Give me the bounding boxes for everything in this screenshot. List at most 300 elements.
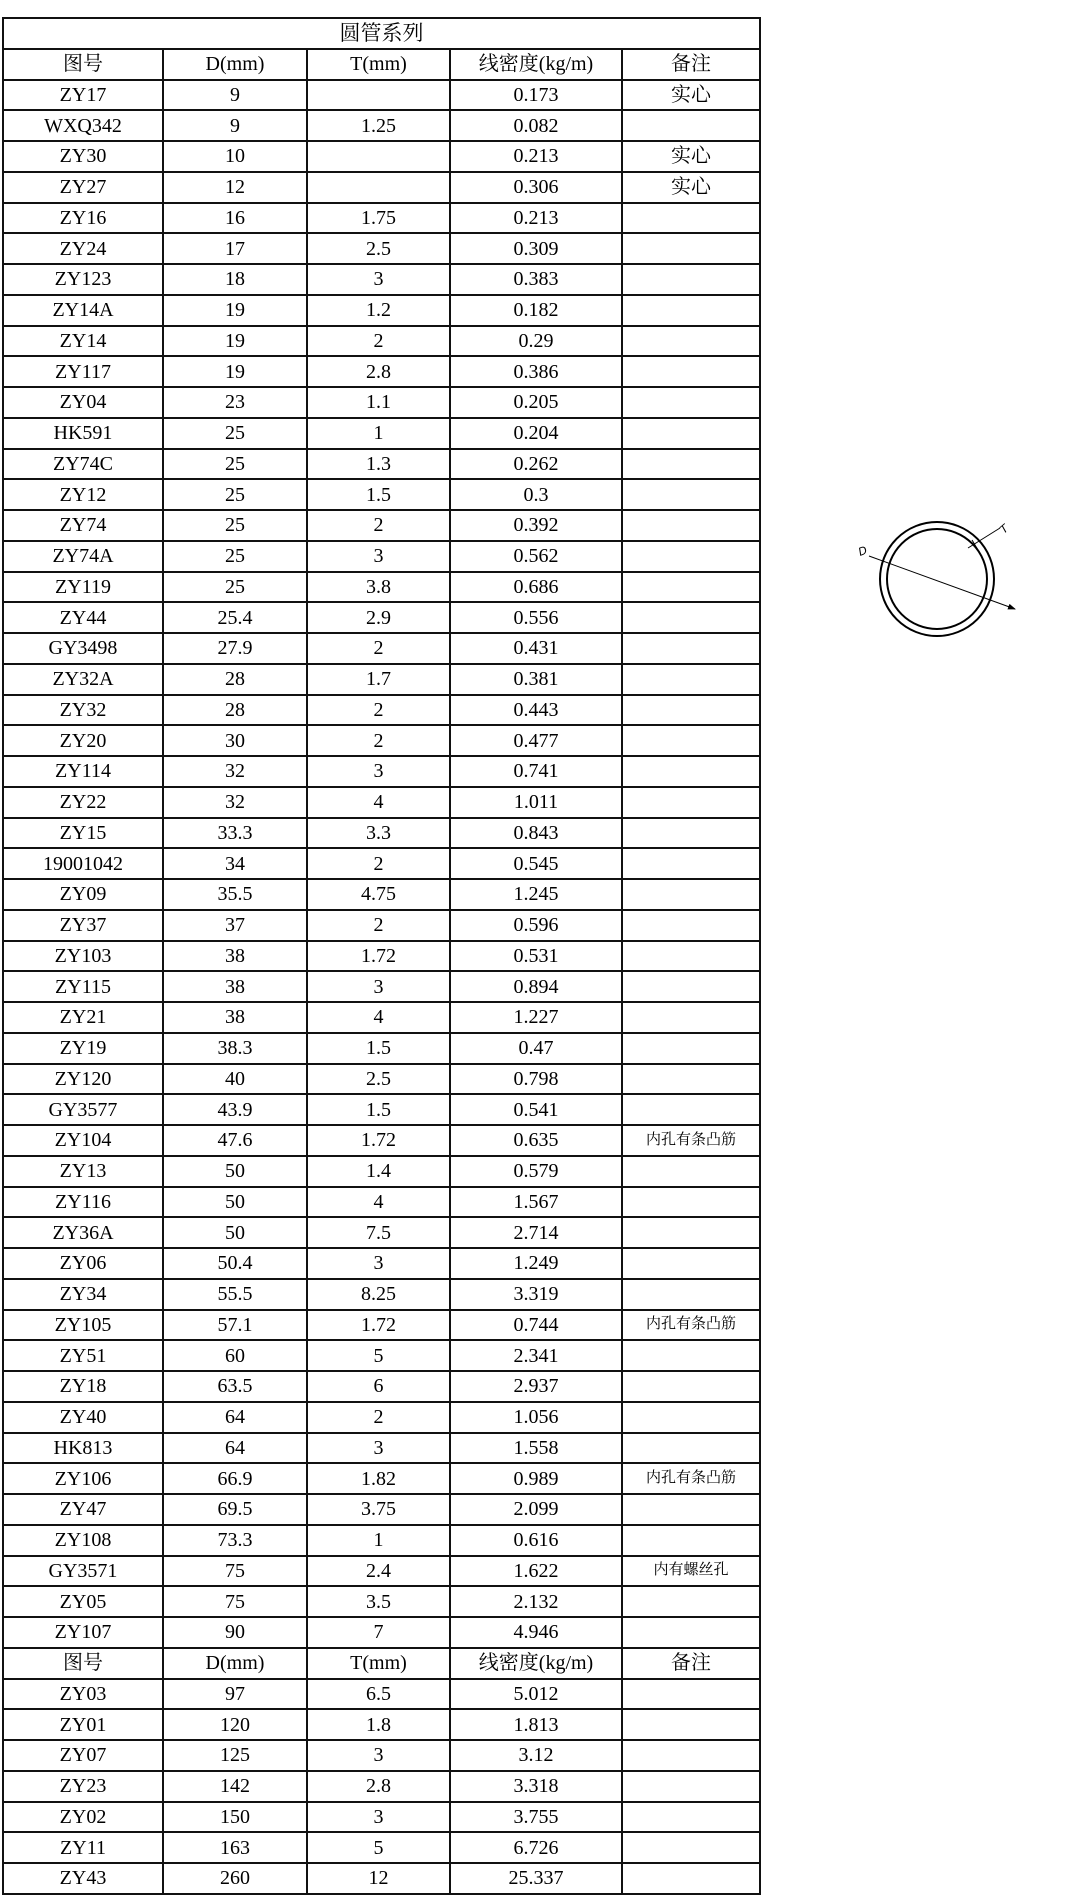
cell-thickness: 1.72 bbox=[307, 1125, 450, 1156]
column-header-linear-density: 线密度(kg/m) bbox=[450, 1648, 622, 1679]
cell-thickness: 3.3 bbox=[307, 818, 450, 849]
cell-diameter: 66.9 bbox=[163, 1463, 307, 1494]
cell-linear-density: 0.213 bbox=[450, 141, 622, 172]
cell-thickness: 3 bbox=[307, 1740, 450, 1771]
cell-linear-density: 0.386 bbox=[450, 356, 622, 387]
cell-linear-density: 1.056 bbox=[450, 1402, 622, 1433]
cell-drawing-no: ZY24 bbox=[3, 233, 163, 264]
cell-drawing-no: ZY119 bbox=[3, 572, 163, 603]
cell-remark bbox=[622, 725, 760, 756]
cell-remark bbox=[622, 1402, 760, 1433]
cell-linear-density: 0.989 bbox=[450, 1463, 622, 1494]
cell-remark bbox=[622, 787, 760, 818]
cell-drawing-no: ZY01 bbox=[3, 1709, 163, 1740]
table-row bbox=[3, 695, 760, 726]
cell-thickness: 3.75 bbox=[307, 1494, 450, 1525]
table-row bbox=[3, 1433, 760, 1464]
cell-linear-density: 2.341 bbox=[450, 1340, 622, 1371]
table-row bbox=[3, 1187, 760, 1218]
table-row bbox=[3, 1586, 760, 1617]
cell-remark bbox=[622, 971, 760, 1002]
cell-remark bbox=[622, 264, 760, 295]
cell-diameter: 17 bbox=[163, 233, 307, 264]
table-row bbox=[3, 479, 760, 510]
cell-remark bbox=[622, 879, 760, 910]
cell-drawing-no: ZY115 bbox=[3, 971, 163, 1002]
cell-thickness: 2.4 bbox=[307, 1556, 450, 1587]
cell-linear-density: 0.381 bbox=[450, 664, 622, 695]
cell-linear-density: 0.3 bbox=[450, 479, 622, 510]
cell-linear-density: 3.318 bbox=[450, 1771, 622, 1802]
cell-remark bbox=[622, 1740, 760, 1771]
cell-thickness: 8.25 bbox=[307, 1279, 450, 1310]
column-header-diameter: D(mm) bbox=[163, 1648, 307, 1679]
cell-diameter: 16 bbox=[163, 203, 307, 234]
table-row bbox=[3, 541, 760, 572]
cell-thickness: 2 bbox=[307, 1402, 450, 1433]
cell-thickness: 1.2 bbox=[307, 295, 450, 326]
cell-drawing-no: ZY120 bbox=[3, 1064, 163, 1095]
cell-linear-density: 1.558 bbox=[450, 1433, 622, 1464]
table-body bbox=[3, 18, 760, 1894]
header-row bbox=[3, 49, 760, 80]
cell-drawing-no: ZY23 bbox=[3, 1771, 163, 1802]
cell-thickness: 1.4 bbox=[307, 1156, 450, 1187]
cell-diameter: 25.4 bbox=[163, 602, 307, 633]
cell-diameter: 38 bbox=[163, 1002, 307, 1033]
diameter-label: D bbox=[856, 543, 869, 559]
cell-drawing-no: ZY107 bbox=[3, 1617, 163, 1648]
cell-diameter: 25 bbox=[163, 449, 307, 480]
cell-thickness: 2 bbox=[307, 910, 450, 941]
cell-drawing-no: ZY34 bbox=[3, 1279, 163, 1310]
table-row bbox=[3, 356, 760, 387]
header-row bbox=[3, 1648, 760, 1679]
cell-linear-density: 0.596 bbox=[450, 910, 622, 941]
cell-thickness: 3 bbox=[307, 1248, 450, 1279]
table-row bbox=[3, 1832, 760, 1863]
cell-linear-density: 0.306 bbox=[450, 172, 622, 203]
cell-linear-density: 3.12 bbox=[450, 1740, 622, 1771]
cell-thickness: 2 bbox=[307, 725, 450, 756]
cell-remark bbox=[622, 818, 760, 849]
cell-remark bbox=[622, 910, 760, 941]
cell-drawing-no: ZY14A bbox=[3, 295, 163, 326]
cell-diameter: 69.5 bbox=[163, 1494, 307, 1525]
column-header-drawing-no: 图号 bbox=[3, 1648, 163, 1679]
table-row bbox=[3, 1709, 760, 1740]
table-row bbox=[3, 1863, 760, 1894]
cell-linear-density: 0.616 bbox=[450, 1525, 622, 1556]
cell-thickness: 1 bbox=[307, 418, 450, 449]
cell-diameter: 120 bbox=[163, 1709, 307, 1740]
cell-remark bbox=[622, 1679, 760, 1710]
cell-linear-density: 0.798 bbox=[450, 1064, 622, 1095]
cell-remark bbox=[622, 1217, 760, 1248]
cell-thickness: 1.25 bbox=[307, 110, 450, 141]
cell-remark: 内孔有条凸筋 bbox=[622, 1463, 760, 1494]
cell-thickness: 2.8 bbox=[307, 356, 450, 387]
cell-linear-density: 0.545 bbox=[450, 848, 622, 879]
cell-thickness: 3 bbox=[307, 541, 450, 572]
cell-linear-density: 4.946 bbox=[450, 1617, 622, 1648]
table-row bbox=[3, 1802, 760, 1833]
cell-remark bbox=[622, 1033, 760, 1064]
cell-remark bbox=[622, 1002, 760, 1033]
table-row bbox=[3, 1064, 760, 1095]
cell-diameter: 19 bbox=[163, 295, 307, 326]
round-tube-cross-section-diagram bbox=[850, 500, 1030, 660]
cell-thickness: 1.5 bbox=[307, 479, 450, 510]
cell-drawing-no: ZY117 bbox=[3, 356, 163, 387]
cell-diameter: 64 bbox=[163, 1433, 307, 1464]
cell-diameter: 23 bbox=[163, 387, 307, 418]
table-row bbox=[3, 818, 760, 849]
table-row bbox=[3, 233, 760, 264]
cell-linear-density: 0.635 bbox=[450, 1125, 622, 1156]
cell-linear-density: 25.337 bbox=[450, 1863, 622, 1894]
cell-diameter: 25 bbox=[163, 418, 307, 449]
table-row bbox=[3, 756, 760, 787]
cell-remark bbox=[622, 1433, 760, 1464]
cell-diameter: 38.3 bbox=[163, 1033, 307, 1064]
cell-drawing-no: ZY05 bbox=[3, 1586, 163, 1617]
cell-drawing-no: ZY18 bbox=[3, 1371, 163, 1402]
cell-drawing-no: ZY06 bbox=[3, 1248, 163, 1279]
cell-linear-density: 0.173 bbox=[450, 80, 622, 111]
cell-thickness: 2 bbox=[307, 695, 450, 726]
cell-linear-density: 0.843 bbox=[450, 818, 622, 849]
cell-diameter: 38 bbox=[163, 971, 307, 1002]
table-row bbox=[3, 1340, 760, 1371]
cell-thickness: 1.7 bbox=[307, 664, 450, 695]
cell-linear-density: 1.622 bbox=[450, 1556, 622, 1587]
cell-remark bbox=[622, 110, 760, 141]
cell-diameter: 142 bbox=[163, 1771, 307, 1802]
tube-inner-circle bbox=[887, 529, 987, 629]
table-row bbox=[3, 971, 760, 1002]
cell-thickness: 1.75 bbox=[307, 203, 450, 234]
cell-drawing-no: ZY19 bbox=[3, 1033, 163, 1064]
cell-remark bbox=[622, 541, 760, 572]
cell-diameter: 19 bbox=[163, 356, 307, 387]
cell-thickness: 3 bbox=[307, 1433, 450, 1464]
cell-diameter: 64 bbox=[163, 1402, 307, 1433]
cell-diameter: 27.9 bbox=[163, 633, 307, 664]
cell-diameter: 50.4 bbox=[163, 1248, 307, 1279]
cell-diameter: 90 bbox=[163, 1617, 307, 1648]
cell-thickness: 2.5 bbox=[307, 233, 450, 264]
cell-linear-density: 1.227 bbox=[450, 1002, 622, 1033]
cell-linear-density: 1.567 bbox=[450, 1187, 622, 1218]
cell-diameter: 25 bbox=[163, 479, 307, 510]
cell-diameter: 125 bbox=[163, 1740, 307, 1771]
cell-remark: 实心 bbox=[622, 141, 760, 172]
cell-diameter: 9 bbox=[163, 80, 307, 111]
cell-thickness: 3 bbox=[307, 1802, 450, 1833]
thickness-dimension-line bbox=[968, 528, 1000, 548]
table-row bbox=[3, 1217, 760, 1248]
cell-linear-density: 0.556 bbox=[450, 602, 622, 633]
cell-thickness: 2.5 bbox=[307, 1064, 450, 1095]
cell-thickness: 4 bbox=[307, 787, 450, 818]
cell-remark bbox=[622, 1156, 760, 1187]
cell-remark bbox=[622, 1279, 760, 1310]
cell-drawing-no: ZY74 bbox=[3, 510, 163, 541]
cell-thickness: 12 bbox=[307, 1863, 450, 1894]
cell-remark bbox=[622, 1832, 760, 1863]
table-row bbox=[3, 1494, 760, 1525]
cell-linear-density: 1.011 bbox=[450, 787, 622, 818]
cell-linear-density: 6.726 bbox=[450, 1832, 622, 1863]
cell-linear-density: 1.249 bbox=[450, 1248, 622, 1279]
cell-drawing-no: ZY30 bbox=[3, 141, 163, 172]
column-header-drawing-no: 图号 bbox=[3, 49, 163, 80]
table-row bbox=[3, 910, 760, 941]
cell-thickness: 3 bbox=[307, 971, 450, 1002]
cell-diameter: 30 bbox=[163, 725, 307, 756]
cell-drawing-no: HK591 bbox=[3, 418, 163, 449]
cell-remark bbox=[622, 1494, 760, 1525]
cell-linear-density: 3.319 bbox=[450, 1279, 622, 1310]
cell-thickness: 7.5 bbox=[307, 1217, 450, 1248]
cell-drawing-no: HK813 bbox=[3, 1433, 163, 1464]
cell-drawing-no: ZY40 bbox=[3, 1402, 163, 1433]
cell-diameter: 34 bbox=[163, 848, 307, 879]
cell-linear-density: 2.132 bbox=[450, 1586, 622, 1617]
table-row bbox=[3, 264, 760, 295]
cell-thickness: 3 bbox=[307, 264, 450, 295]
cell-drawing-no: ZY13 bbox=[3, 1156, 163, 1187]
tube-outer-circle bbox=[880, 522, 994, 636]
cell-remark bbox=[622, 479, 760, 510]
cell-diameter: 75 bbox=[163, 1586, 307, 1617]
cell-thickness: 2 bbox=[307, 848, 450, 879]
cell-thickness: 1 bbox=[307, 1525, 450, 1556]
cell-remark bbox=[622, 664, 760, 695]
cell-remark bbox=[622, 1863, 760, 1894]
cell-drawing-no: ZY12 bbox=[3, 479, 163, 510]
cell-thickness: 1.3 bbox=[307, 449, 450, 480]
table-row bbox=[3, 879, 760, 910]
cell-thickness: 2.9 bbox=[307, 602, 450, 633]
cell-remark bbox=[622, 233, 760, 264]
cell-remark bbox=[622, 449, 760, 480]
cell-diameter: 35.5 bbox=[163, 879, 307, 910]
cell-diameter: 57.1 bbox=[163, 1310, 307, 1341]
cell-drawing-no: ZY03 bbox=[3, 1679, 163, 1710]
cell-thickness: 1.72 bbox=[307, 941, 450, 972]
cell-remark bbox=[622, 418, 760, 449]
cell-linear-density: 0.213 bbox=[450, 203, 622, 234]
cell-thickness: 7 bbox=[307, 1617, 450, 1648]
cell-diameter: 18 bbox=[163, 264, 307, 295]
cell-thickness: 2 bbox=[307, 326, 450, 357]
table-title: 圆管系列 bbox=[3, 18, 760, 49]
cell-drawing-no: ZY105 bbox=[3, 1310, 163, 1341]
title-row bbox=[3, 18, 760, 49]
cell-remark bbox=[622, 941, 760, 972]
cell-linear-density: 0.182 bbox=[450, 295, 622, 326]
table-row bbox=[3, 295, 760, 326]
cell-remark bbox=[622, 1525, 760, 1556]
column-header-remark: 备注 bbox=[622, 49, 760, 80]
cell-remark bbox=[622, 1187, 760, 1218]
cell-remark bbox=[622, 602, 760, 633]
cell-drawing-no: ZY36A bbox=[3, 1217, 163, 1248]
column-header-remark: 备注 bbox=[622, 1648, 760, 1679]
cell-diameter: 37 bbox=[163, 910, 307, 941]
cell-linear-density: 2.937 bbox=[450, 1371, 622, 1402]
table-row bbox=[3, 633, 760, 664]
cell-drawing-no: ZY15 bbox=[3, 818, 163, 849]
table-row bbox=[3, 1463, 760, 1494]
cell-linear-density: 0.741 bbox=[450, 756, 622, 787]
cell-thickness: 1.1 bbox=[307, 387, 450, 418]
table-row bbox=[3, 1310, 760, 1341]
cell-thickness: 1.5 bbox=[307, 1094, 450, 1125]
cell-thickness: 5 bbox=[307, 1340, 450, 1371]
cell-thickness: 4 bbox=[307, 1002, 450, 1033]
table-row bbox=[3, 449, 760, 480]
cell-linear-density: 0.541 bbox=[450, 1094, 622, 1125]
cell-thickness: 3.5 bbox=[307, 1586, 450, 1617]
table-row bbox=[3, 1679, 760, 1710]
cell-drawing-no: ZY43 bbox=[3, 1863, 163, 1894]
cell-remark: 内孔有条凸筋 bbox=[622, 1310, 760, 1341]
table-row bbox=[3, 787, 760, 818]
cell-diameter: 60 bbox=[163, 1340, 307, 1371]
cell-thickness: 3 bbox=[307, 756, 450, 787]
cell-diameter: 33.3 bbox=[163, 818, 307, 849]
cell-remark: 内孔有条凸筋 bbox=[622, 1125, 760, 1156]
cell-remark bbox=[622, 756, 760, 787]
table-row bbox=[3, 664, 760, 695]
cell-remark bbox=[622, 1586, 760, 1617]
cell-diameter: 10 bbox=[163, 141, 307, 172]
cell-linear-density: 1.813 bbox=[450, 1709, 622, 1740]
cell-drawing-no: ZY17 bbox=[3, 80, 163, 111]
table-row bbox=[3, 418, 760, 449]
cell-thickness: 4 bbox=[307, 1187, 450, 1218]
cell-diameter: 73.3 bbox=[163, 1525, 307, 1556]
cell-linear-density: 0.443 bbox=[450, 695, 622, 726]
cell-remark bbox=[622, 1709, 760, 1740]
cell-remark bbox=[622, 1064, 760, 1095]
cell-linear-density: 0.477 bbox=[450, 725, 622, 756]
cell-diameter: 12 bbox=[163, 172, 307, 203]
cell-diameter: 32 bbox=[163, 787, 307, 818]
cell-remark: 实心 bbox=[622, 172, 760, 203]
cell-drawing-no: ZY11 bbox=[3, 1832, 163, 1863]
cell-linear-density: 0.262 bbox=[450, 449, 622, 480]
table-row bbox=[3, 1125, 760, 1156]
cell-diameter: 150 bbox=[163, 1802, 307, 1833]
cell-diameter: 163 bbox=[163, 1832, 307, 1863]
cell-linear-density: 5.012 bbox=[450, 1679, 622, 1710]
cell-drawing-no: 19001042 bbox=[3, 848, 163, 879]
cell-diameter: 32 bbox=[163, 756, 307, 787]
cell-linear-density: 0.531 bbox=[450, 941, 622, 972]
round-tube-spec-table bbox=[2, 17, 761, 1895]
cell-drawing-no: ZY20 bbox=[3, 725, 163, 756]
cell-linear-density: 0.309 bbox=[450, 233, 622, 264]
table-row bbox=[3, 1371, 760, 1402]
cell-linear-density: 0.392 bbox=[450, 510, 622, 541]
table-row bbox=[3, 1002, 760, 1033]
cell-drawing-no: ZY32A bbox=[3, 664, 163, 695]
cell-remark bbox=[622, 1802, 760, 1833]
cell-linear-density: 3.755 bbox=[450, 1802, 622, 1833]
table-row bbox=[3, 1156, 760, 1187]
cell-diameter: 19 bbox=[163, 326, 307, 357]
cell-diameter: 40 bbox=[163, 1064, 307, 1095]
table-row bbox=[3, 172, 760, 203]
table-row bbox=[3, 1617, 760, 1648]
cell-diameter: 50 bbox=[163, 1217, 307, 1248]
cell-drawing-no: ZY123 bbox=[3, 264, 163, 295]
table-row bbox=[3, 1033, 760, 1064]
table-row bbox=[3, 203, 760, 234]
cell-thickness: 1.8 bbox=[307, 1709, 450, 1740]
cell-linear-density: 1.245 bbox=[450, 879, 622, 910]
cell-diameter: 97 bbox=[163, 1679, 307, 1710]
cell-drawing-no: WXQ342 bbox=[3, 110, 163, 141]
cell-linear-density: 0.204 bbox=[450, 418, 622, 449]
cell-drawing-no: ZY114 bbox=[3, 756, 163, 787]
cell-drawing-no: ZY22 bbox=[3, 787, 163, 818]
cell-remark bbox=[622, 510, 760, 541]
table-row bbox=[3, 1248, 760, 1279]
cell-thickness: 2 bbox=[307, 510, 450, 541]
cell-drawing-no: ZY02 bbox=[3, 1802, 163, 1833]
cell-remark bbox=[622, 848, 760, 879]
table-row bbox=[3, 1279, 760, 1310]
cell-remark bbox=[622, 326, 760, 357]
table-row bbox=[3, 941, 760, 972]
table-row bbox=[3, 1771, 760, 1802]
cell-drawing-no: GY3577 bbox=[3, 1094, 163, 1125]
cell-drawing-no: ZY106 bbox=[3, 1463, 163, 1494]
cell-diameter: 28 bbox=[163, 695, 307, 726]
cell-remark bbox=[622, 1340, 760, 1371]
column-header-diameter: D(mm) bbox=[163, 49, 307, 80]
column-header-linear-density: 线密度(kg/m) bbox=[450, 49, 622, 80]
cell-linear-density: 0.383 bbox=[450, 264, 622, 295]
cell-diameter: 28 bbox=[163, 664, 307, 695]
cell-remark bbox=[622, 295, 760, 326]
cell-drawing-no: ZY104 bbox=[3, 1125, 163, 1156]
cell-thickness: 1.82 bbox=[307, 1463, 450, 1494]
cell-thickness: 3.8 bbox=[307, 572, 450, 603]
cell-diameter: 47.6 bbox=[163, 1125, 307, 1156]
cell-thickness bbox=[307, 141, 450, 172]
table-row bbox=[3, 141, 760, 172]
cell-thickness: 4.75 bbox=[307, 879, 450, 910]
table-row bbox=[3, 1094, 760, 1125]
cell-drawing-no: ZY32 bbox=[3, 695, 163, 726]
cell-remark bbox=[622, 1617, 760, 1648]
cell-remark bbox=[622, 356, 760, 387]
cell-remark: 实心 bbox=[622, 80, 760, 111]
cell-diameter: 38 bbox=[163, 941, 307, 972]
cell-drawing-no: ZY103 bbox=[3, 941, 163, 972]
table-row bbox=[3, 510, 760, 541]
table-row bbox=[3, 1525, 760, 1556]
cell-thickness bbox=[307, 80, 450, 111]
table-row bbox=[3, 1556, 760, 1587]
cell-drawing-no: ZY51 bbox=[3, 1340, 163, 1371]
